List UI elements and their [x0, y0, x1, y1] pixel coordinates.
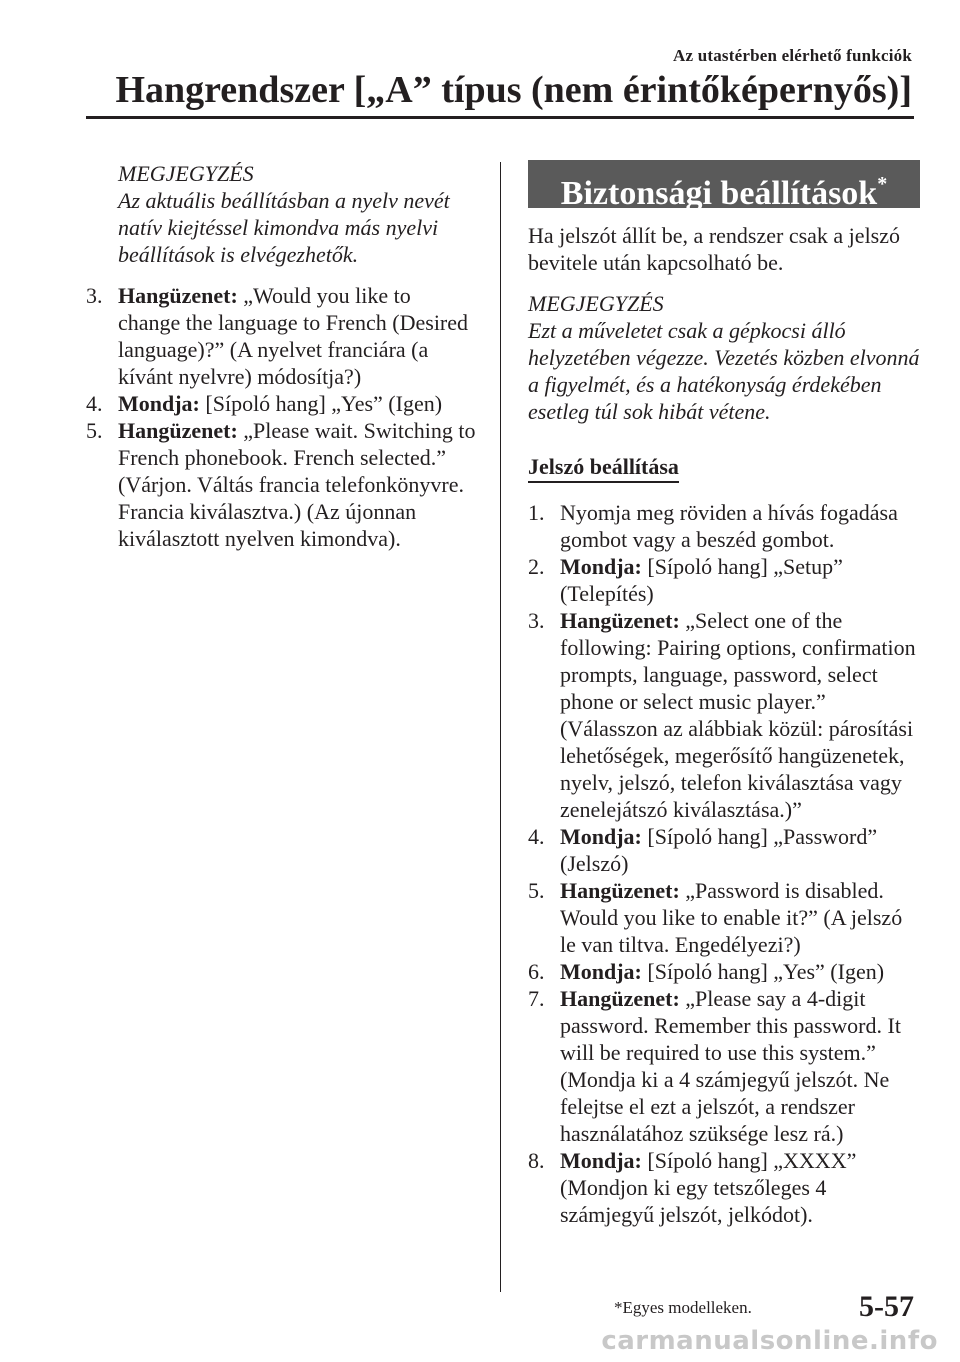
- step-label: Mondja:: [560, 959, 642, 984]
- step-text: [Sípoló hang] „Password” (Jelszó): [560, 824, 878, 876]
- step-text: [Sípoló hang] „Yes” (Igen): [641, 959, 885, 984]
- step-label: Mondja:: [560, 824, 642, 849]
- step-number: 4.: [86, 391, 103, 416]
- step-number: 5.: [86, 418, 103, 443]
- header-rule: [86, 116, 914, 119]
- note-title: MEGJEGYZÉS: [118, 161, 254, 186]
- subsection-heading: Jelszó beállítása: [528, 453, 679, 483]
- list-item: [86, 282, 476, 390]
- list-item: [528, 1147, 920, 1228]
- page-number: 5-57: [859, 1290, 914, 1323]
- step-label: Hangüzenet:: [560, 878, 680, 903]
- step-number: 7.: [528, 986, 545, 1011]
- step-number: 2.: [528, 554, 545, 579]
- step-label: Hangüzenet:: [560, 608, 680, 633]
- step-text: [Sípoló hang] „Yes” (Igen): [199, 391, 443, 416]
- step-number: 8.: [528, 1148, 545, 1173]
- step-label: Hangüzenet:: [118, 418, 238, 443]
- list-item: [528, 499, 920, 553]
- right-column: [528, 160, 920, 1228]
- step-number: 4.: [528, 824, 545, 849]
- step-text: „Would you like to change the language to French (Desired language)?” (A nyelvet franciára (a kívánt nyelvre) módosítja?): [118, 283, 469, 389]
- footnote: *Egyes modelleken.: [614, 1298, 752, 1317]
- list-item: [528, 985, 920, 1147]
- step-label: Mondja:: [560, 554, 642, 579]
- step-text: „Please wait. Switching to French phonebook. French selected.” (Várjon. Váltás francia telefonkönyvre. Francia kiválasztva.) (Az újonnan kiválasztott nyelven kimondva).: [118, 418, 476, 551]
- note-text: Az aktuális beállításban a nyelv nevét natív kiejtéssel kimondva más nyelvi beállítások is elvégezhetők.: [118, 188, 450, 267]
- section-title: Biztonsági beállítások: [560, 175, 878, 212]
- step-text: [Sípoló hang] „Setup” (Telepítés): [560, 554, 843, 606]
- column-divider: [500, 162, 501, 1292]
- note-text: Ezt a műveletet csak a gépkocsi álló helyzetében végezze. Vezetés közben elvonná a figyelmét, és a hatékonyság érdekében esetleg túl sok hibát vétene.: [528, 318, 920, 424]
- step-label: Hangüzenet:: [560, 986, 680, 1011]
- step-text: [Sípoló hang] „XXXX” (Mondjon ki egy tetszőleges 4 számjegyű jelszót, jelkódot).: [560, 1148, 857, 1227]
- step-number: 6.: [528, 959, 545, 984]
- list-item: [528, 823, 920, 877]
- list-item: [528, 553, 920, 607]
- step-number: 3.: [528, 608, 545, 633]
- left-note: [86, 160, 476, 268]
- list-item: [528, 877, 920, 958]
- step-text: Nyomja meg röviden a hívás fogadása gombot vagy a beszéd gombot.: [560, 500, 898, 552]
- list-item: [528, 958, 920, 985]
- section-footnote-mark: *: [877, 173, 888, 195]
- step-number: 3.: [86, 283, 103, 308]
- intro-text: Ha jelszót állít be, a rendszer csak a jelszó bevitele után kapcsolható be.: [528, 223, 901, 275]
- page-title: Hangrendszer [„A” típus (nem érintőképernyős)]: [115, 69, 912, 111]
- step-number: 1.: [528, 500, 545, 525]
- left-column: [86, 160, 476, 552]
- list-item: [86, 390, 476, 417]
- note-title: MEGJEGYZÉS: [528, 291, 664, 316]
- step-text: „Password is disabled. Would you like to enable it?” (A jelszó le van tiltva. Engedélyezi?): [560, 878, 903, 957]
- step-label: Hangüzenet:: [118, 283, 238, 308]
- step-number: 5.: [528, 878, 545, 903]
- section-banner: [528, 160, 920, 212]
- watermark: carmanualsonline.info: [601, 1326, 938, 1356]
- step-text: „Please say a 4-digit password. Remember this password. It will be required to use this system.” (Mondja ki a 4 számjegyű jelszót. Ne felejtse el ezt a jelszót, a rendszer használatához szüksége lesz rá.): [560, 986, 901, 1146]
- header-subtitle: Az utastérben elérhető funkciók: [673, 46, 912, 65]
- list-item: [528, 607, 920, 823]
- step-text: „Select one of the following: Pairing options, confirmation prompts, language, password, select phone or select music player.” (Válasszon az alábbiak közül: párosítási lehetőségek, megerősítő hangüzenetek, nyelv, jelszó, telefon kiválasztása vagy zenelejátszó kiválasztása.)”: [560, 608, 916, 822]
- list-item: [86, 417, 476, 552]
- step-label: Mondja:: [118, 391, 200, 416]
- step-label: Mondja:: [560, 1148, 642, 1173]
